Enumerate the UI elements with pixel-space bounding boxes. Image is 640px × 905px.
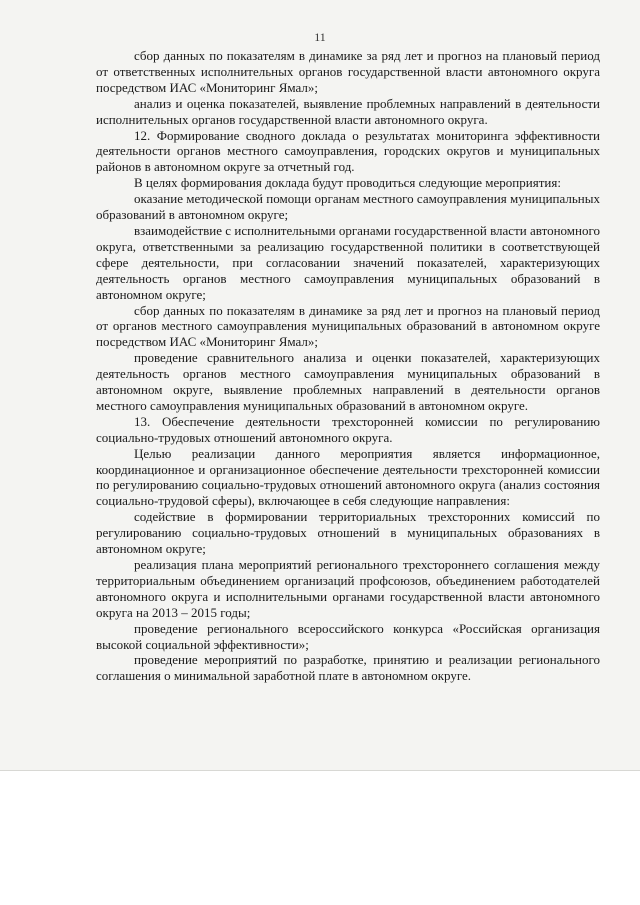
paragraph: сбор данных по показателям в динамике за ряд лет и прогноз на плановый период от органов местного самоуправления муниципальных образований в автономном округе посредством ИАС «Мониторинг Ямал»; [96, 302, 600, 350]
paragraph: Целью реализации данного мероприятия является информационное, координационное и организационное обеспечение деятельности трехсторонней комиссии по регулированию социально-трудовых отношений автономного округа (анализ состояния социально-трудовой сферы), включающее в себя следующие направления: [96, 445, 600, 509]
paragraph: оказание методической помощи органам местного самоуправления муниципальных образований в автономном округе; [96, 191, 600, 223]
page-number: 11 [314, 30, 326, 44]
paragraph: проведение сравнительного анализа и оценки показателей, характеризующих деятельность органов местного самоуправления муниципальных образований в автономном округе, выявление проблемных направлений в деятельности органов местного самоуправления муниципальных образований в автономном округе. [96, 350, 600, 413]
paragraph: В целях формирования доклада будут проводиться следующие мероприятия: [134, 175, 561, 191]
paragraph: реализация плана мероприятий регионального трехстороннего соглашения между территориальным объединением организаций профсоюзов, объединением работодателей автономного округа и исполнительными органами государственной власти автономного округа на 2013 – 2015 годы; [96, 557, 600, 620]
paragraph: проведение регионального всероссийского конкурса «Российская организация высокой социальной эффективности»; [96, 620, 600, 652]
document-body [96, 48, 600, 684]
paragraph: содействие в формировании территориальных трехсторонних комиссий по регулированию социально-трудовых отношений в муниципальных образованиях в автономном округе; [96, 509, 600, 557]
paragraph: анализ и оценка показателей, выявление проблемных направлений в деятельности исполнительных органов государственной власти автономного округа. [96, 95, 600, 127]
paragraph: проведение мероприятий по разработке, принятию и реализации регионального соглашения о минимальной заработной плате в автономном округе. [96, 652, 600, 684]
paragraph: 12. Формирование сводного доклада о результатах мониторинга эффективности деятельности органов местного самоуправления, городских округов и муниципальных районов в автономном округе за отчетный год. [96, 127, 600, 175]
paragraph: сбор данных по показателям в динамике за ряд лет и прогноз на плановый период от ответственных исполнительных органов государственной власти автономного округа посредством ИАС «Мониторинг Ямал»; [96, 48, 600, 95]
paragraph: взаимодействие с исполнительными органами государственной власти автономного округа, ответственными за реализацию государственной политики в соответствующей сфере деятельности, при согласовании значений показателей, характеризующих деятельность органов местного самоуправления муниципальных образований в автономном округе; [96, 222, 600, 302]
paragraph: 13. Обеспечение деятельности трехсторонней комиссии по регулированию социально-трудовых отношений автономного округа. [96, 413, 600, 445]
